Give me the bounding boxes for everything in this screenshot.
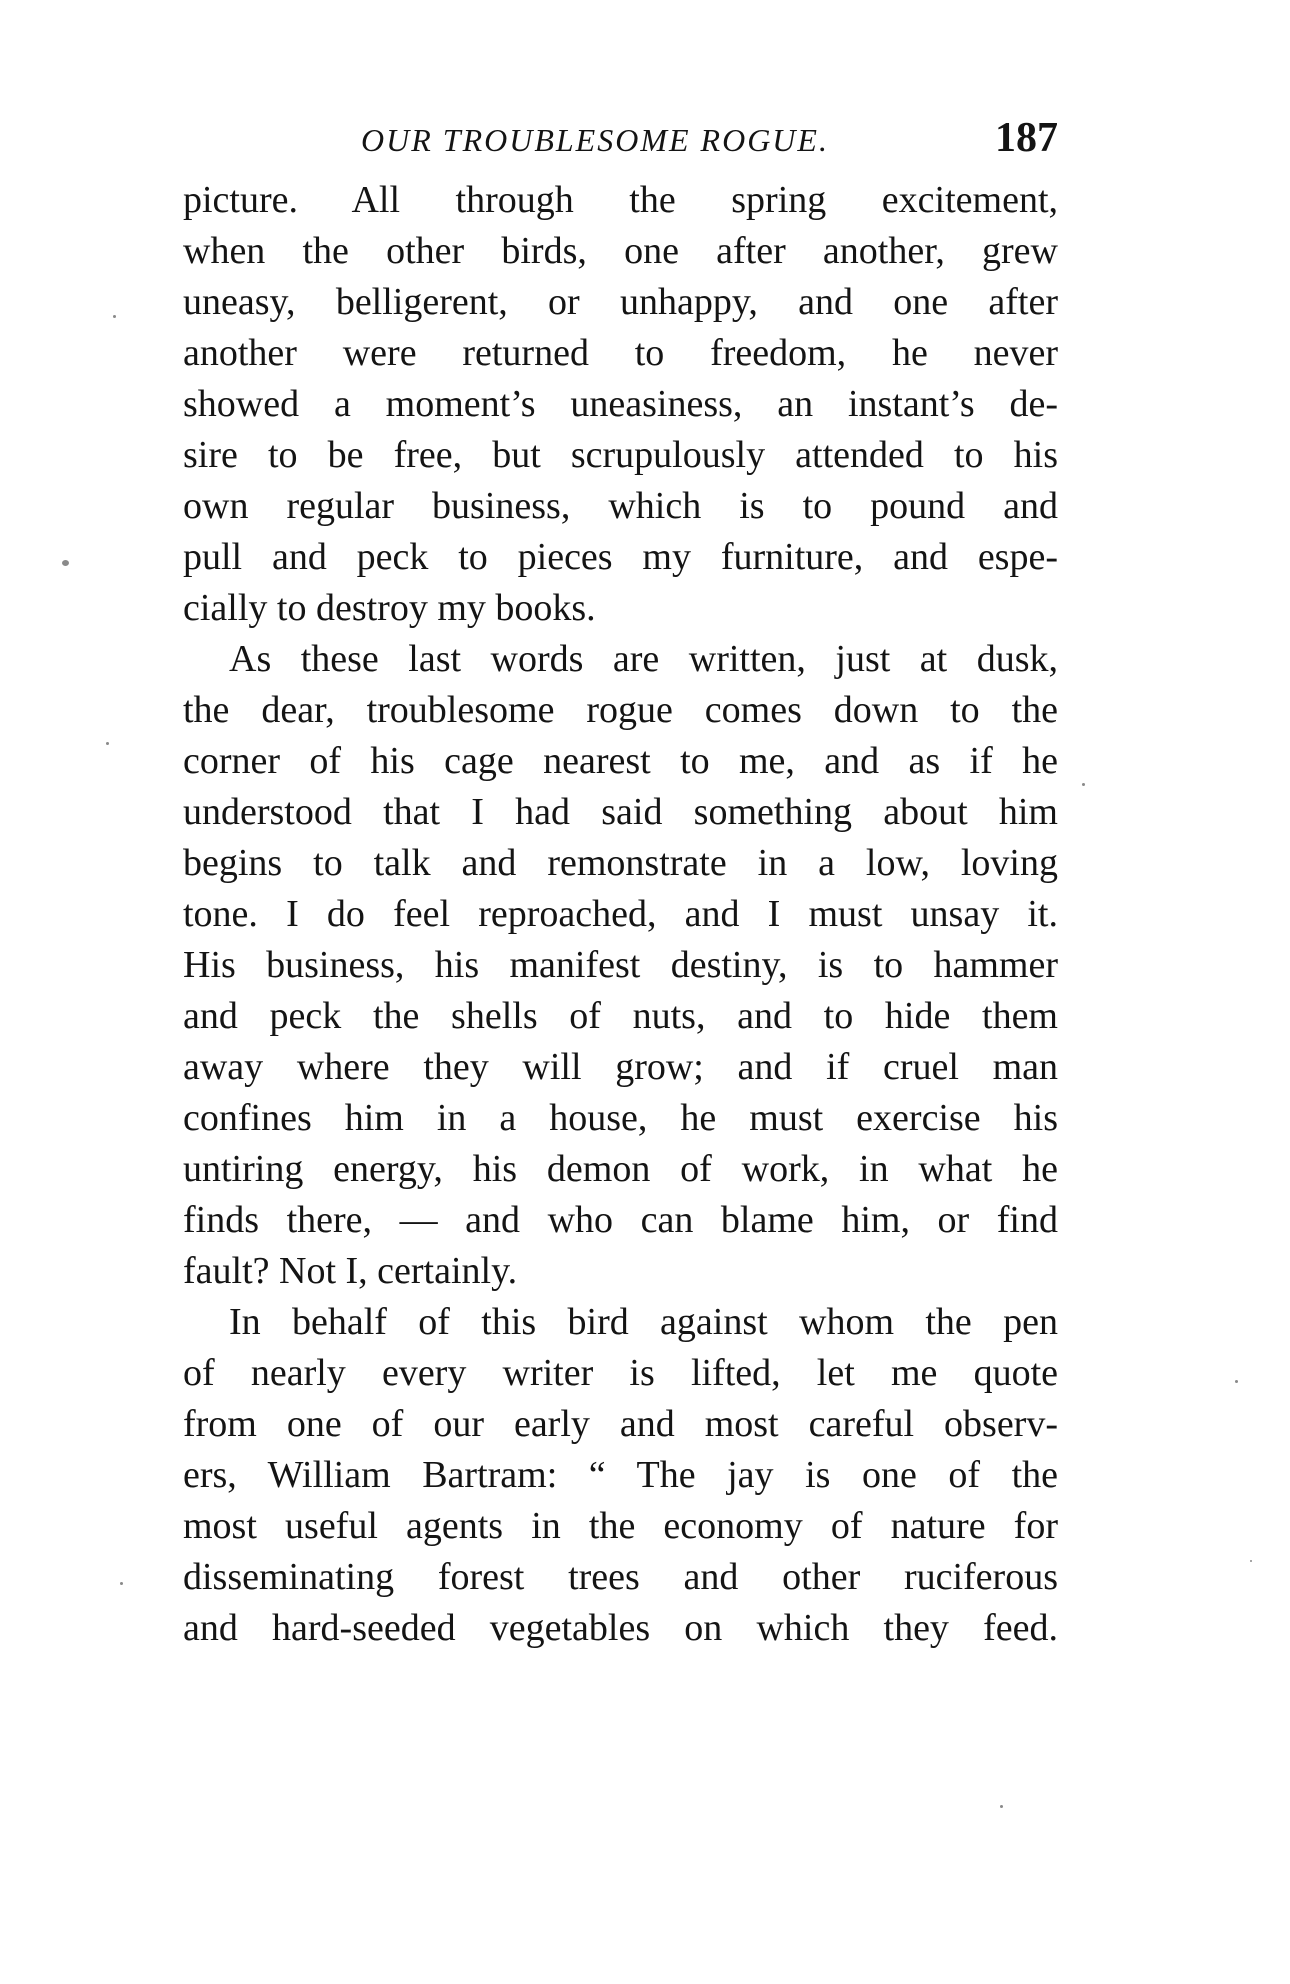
text-line: showed a moment’s uneasiness, an instant’s de- [183,383,1058,425]
text-line: sire to be free, but scrupulously attended to his [183,434,1058,476]
text-line: cially to destroy my books. [183,587,596,629]
paper-speck [62,560,69,566]
paper-speck [106,742,109,745]
text-line: His business, his manifest destiny, is to hammer [183,944,1058,986]
text-line: untiring energy, his demon of work, in what he [183,1148,1058,1190]
text-line: As these last words are written, just at dusk, [229,638,1058,680]
text-line: and hard-seeded vegetables on which they feed. [183,1607,1058,1649]
text-line: uneasy, belligerent, or unhappy, and one after [183,281,1058,323]
paragraph-1 [183,175,1058,634]
paper-speck [1000,1805,1003,1808]
page-number: 187 [995,115,1058,161]
text-line: of nearly every writer is lifted, let me quote [183,1352,1058,1394]
text-line: the dear, troublesome rogue comes down to the [183,689,1058,731]
page-header [183,115,1058,162]
text-line: tone. I do feel reproached, and I must unsay it. [183,893,1058,935]
paper-speck [1235,1380,1238,1383]
text-line: and peck the shells of nuts, and to hide them [183,995,1058,1037]
paper-speck [1250,1560,1252,1562]
text-line: In behalf of this bird against whom the pen [229,1301,1058,1343]
text-line: away where they will grow; and if cruel man [183,1046,1058,1088]
text-line: confines him in a house, he must exercise his [183,1097,1058,1139]
text-line: begins to talk and remonstrate in a low, loving [183,842,1058,884]
text-line: understood that I had said something about him [183,791,1058,833]
paper-speck [1082,783,1085,786]
text-line: another were returned to freedom, he never [183,332,1058,374]
text-line: picture. All through the spring excitement, [183,179,1058,221]
text-line: most useful agents in the economy of nature for [183,1505,1058,1547]
text-line: disseminating forest trees and other ruciferous [183,1556,1058,1598]
text-line: finds there, — and who can blame him, or find [183,1199,1058,1241]
paragraph-3 [183,1297,1058,1654]
text-line: when the other birds, one after another, grew [183,230,1058,272]
paper-speck [120,1582,123,1585]
text-line: corner of his cage nearest to me, and as if he [183,740,1058,782]
body-text [183,175,1058,1654]
paragraph-2 [183,634,1058,1297]
text-line: fault? Not I, certainly. [183,1250,518,1292]
paper-speck [113,315,116,318]
text-line: pull and peck to pieces my furniture, and espe- [183,536,1058,578]
text-line: ers, William Bartram: “ The jay is one of the [183,1454,1058,1496]
text-line: own regular business, which is to pound and [183,485,1058,527]
running-title: OUR TROUBLESOME ROGUE. [361,122,829,158]
text-line: from one of our early and most careful observ- [183,1403,1058,1445]
